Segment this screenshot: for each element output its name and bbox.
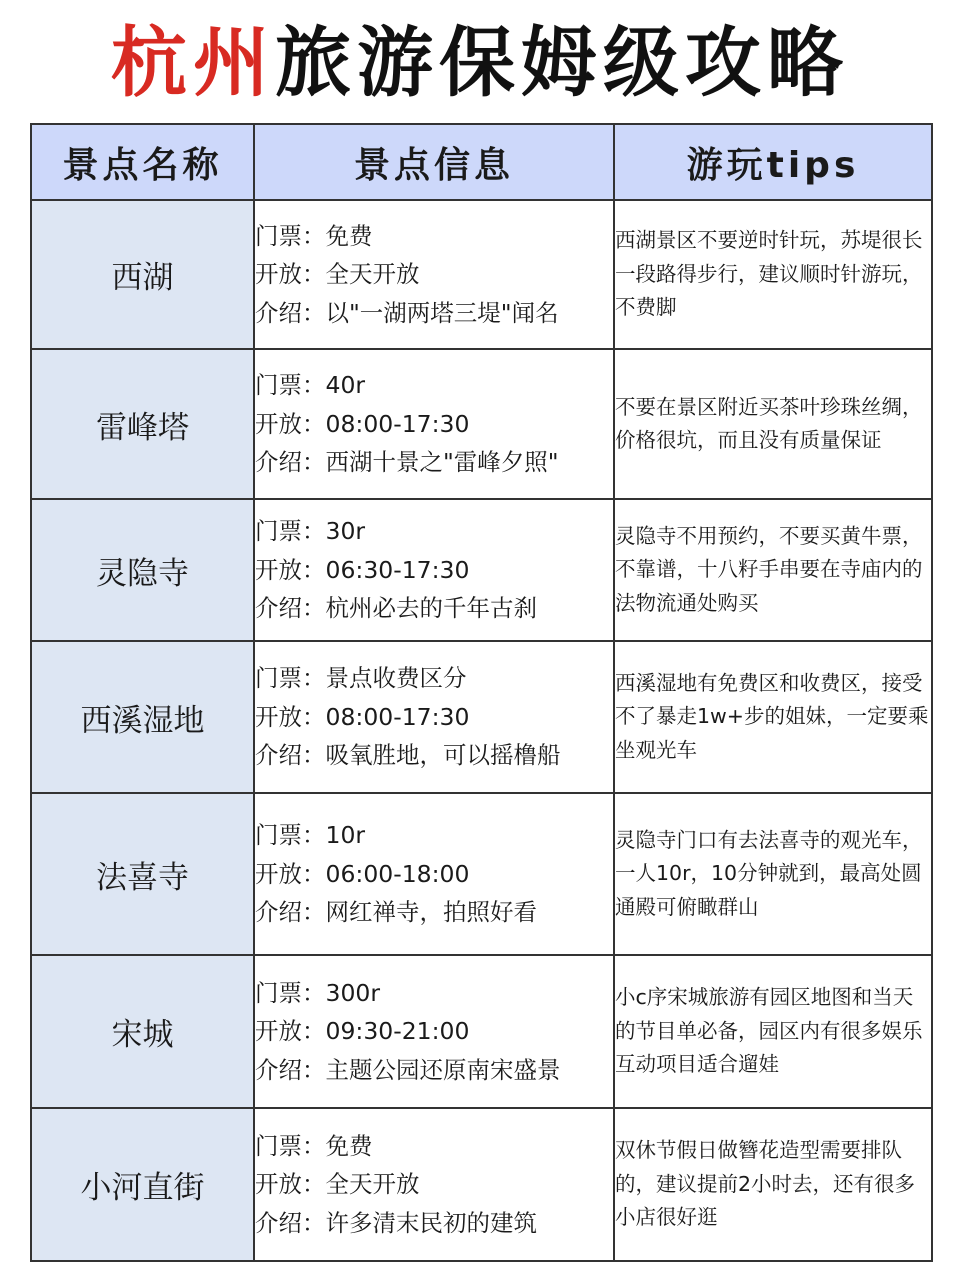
table-row [31,349,932,499]
ticket-line: 门票：300r [255,978,381,1007]
attraction-name: 宋城 [31,955,254,1108]
intro-line: 介绍：吸氧胜地，可以摇橹船 [255,741,561,770]
attraction-tips: 不要在景区附近买茶叶珍珠丝绸，价格很坑，而且没有质量保证 [614,349,932,499]
intro-line: 介绍：以"一湖两塔三堤"闻名 [255,298,559,327]
title-rest: 旅游保姆级攻略 [275,18,849,107]
attraction-info [254,641,614,793]
intro-line: 介绍：网红禅寺，拍照好看 [255,898,537,927]
ticket-line: 门票：景点收费区分 [255,664,467,693]
ticket-line: 门票：40r [255,371,366,400]
attraction-info [254,349,614,499]
intro-line: 介绍：许多清末民初的建筑 [255,1208,537,1237]
title-city: 杭州 [111,18,275,107]
attraction-tips: 灵隐寺不用预约，不要买黄牛票，不靠谱，十八籽手串要在寺庙内的法物流通处购买 [614,499,932,641]
hours-line: 开放：全天开放 [255,1170,420,1199]
table-row [31,955,932,1108]
attraction-tips: 西湖景区不要逆时针玩，苏堤很长一段路得步行，建议顺时针游玩，不费脚 [614,200,932,349]
attraction-info [254,1108,614,1261]
attraction-name: 法喜寺 [31,793,254,955]
attraction-name: 灵隐寺 [31,499,254,641]
attraction-info [254,955,614,1108]
hours-line: 开放：06:30-17:30 [255,555,470,584]
attraction-name: 西溪湿地 [31,641,254,793]
attraction-tips: 小c序宋城旅游有园区地图和当天的节目单必备，园区内有很多娱乐互动项目适合遛娃 [614,955,932,1108]
attraction-info [254,200,614,349]
attraction-info [254,793,614,955]
attraction-name: 雷峰塔 [31,349,254,499]
hours-line: 开放：09:30-21:00 [255,1017,470,1046]
table-row [31,200,932,349]
attraction-tips: 西溪湿地有免费区和收费区，接受不了暴走1w+步的姐妹，一定要乘坐观光车 [614,641,932,793]
hours-line: 开放：全天开放 [255,260,420,289]
header-name: 景点名称 [31,124,254,200]
attraction-tips: 灵隐寺门口有去法喜寺的观光车，一人10r，10分钟就到，最高处圆通殿可俯瞰群山 [614,793,932,955]
attraction-tips: 双休节假日做簪花造型需要排队的，建议提前2小时去，还有很多小店很好逛 [614,1108,932,1261]
attraction-name: 小河直街 [31,1108,254,1261]
header-info: 景点信息 [254,124,614,200]
page-title [0,0,960,122]
ticket-line: 门票：免费 [255,1131,373,1160]
hours-line: 开放：08:00-17:30 [255,702,470,731]
attraction-name: 西湖 [31,200,254,349]
table-row [31,641,932,793]
attractions-table [30,123,933,1262]
table-row [31,499,932,641]
intro-line: 介绍：杭州必去的千年古刹 [255,594,537,623]
attraction-info [254,499,614,641]
hours-line: 开放：08:00-17:30 [255,409,470,438]
table-header-row [31,124,932,200]
table-row [31,793,932,955]
table-row [31,1108,932,1261]
ticket-line: 门票：免费 [255,221,373,250]
ticket-line: 门票：10r [255,821,366,850]
intro-line: 介绍：西湖十景之"雷峰夕照" [255,448,559,477]
header-tips: 游玩tips [614,124,932,200]
intro-line: 介绍：主题公园还原南宋盛景 [255,1055,561,1084]
hours-line: 开放：06:00-18:00 [255,859,470,888]
ticket-line: 门票：30r [255,517,366,546]
